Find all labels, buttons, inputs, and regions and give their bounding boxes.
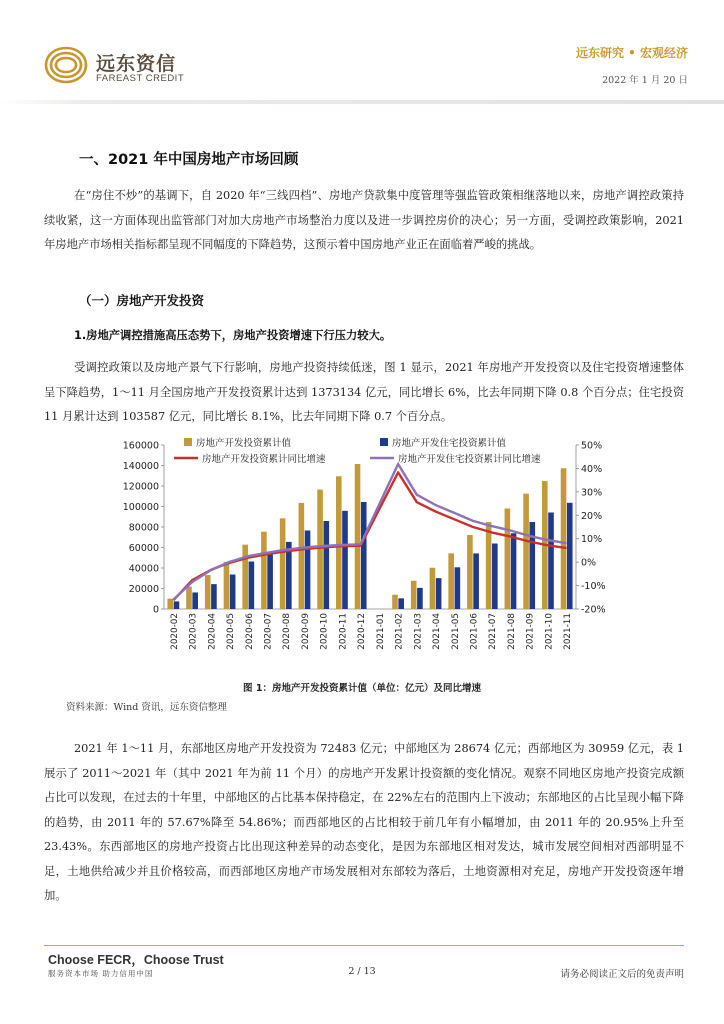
bar-residential	[174, 601, 180, 609]
bar-investment	[224, 562, 230, 609]
x-tick-label: 2021-04	[432, 613, 443, 650]
bar-investment	[561, 468, 567, 609]
y-left-tick-label: 80000	[128, 522, 159, 534]
x-tick-label: 2021-03	[413, 613, 424, 650]
x-tick-label: 2020-09	[300, 613, 311, 650]
legend-label: 房地产开发投资累计同比增速	[202, 454, 326, 465]
y-right-tick-label: 50%	[581, 440, 603, 452]
subsection-title: （一）房地产开发投资	[79, 293, 205, 308]
report-section-label: 远东研究 • 宏观经济	[575, 46, 688, 60]
legend-label: 房地产开发住宅投资累计值	[392, 438, 507, 449]
bar-investment	[186, 586, 192, 609]
bar-residential	[361, 502, 367, 609]
y-left-tick-label: 0	[152, 604, 159, 616]
intro-paragraph-text: 在“房住不炒”的基调下，自 2020 年“三线四档”、房地产贷款集中度管理等强监管政策相继落地以来，房地产调控政策持续收紧，这一方面体现出监管部门对加大房地产市场整治力度以及进一步调控房价的决心；另一方面，受调控政策影响，2021 年房地产市场相关指标都呈现不同幅度的下降趋势，这预示着中国房地产业正在面临着严峻的挑战。	[44, 189, 684, 251]
x-tick-label: 2020-12	[357, 613, 368, 650]
x-tick-label: 2021-07	[488, 613, 499, 650]
footer-divider	[44, 945, 684, 946]
header-divider	[0, 100, 724, 104]
bar-residential	[548, 513, 554, 609]
x-tick-label: 2021-05	[450, 613, 461, 650]
x-tick-label: 2020-06	[244, 613, 255, 650]
x-tick-label: 2021-10	[544, 613, 555, 650]
bar-residential	[192, 592, 198, 609]
x-tick-label: 2020-02	[169, 613, 180, 650]
y-right-tick-label: 10%	[581, 534, 603, 546]
investment-paragraph	[44, 356, 684, 430]
bar-investment	[430, 568, 436, 609]
bar-residential	[323, 521, 329, 609]
y-left-tick-label: 20000	[128, 584, 159, 595]
report-date: 2022 年 1 月 20 日	[602, 75, 688, 86]
bar-investment	[505, 508, 511, 609]
bar-residential	[305, 530, 311, 609]
bar-investment	[411, 581, 417, 609]
x-tick-label: 2020-04	[207, 613, 218, 650]
x-tick-label: 2021-11	[563, 613, 574, 650]
x-tick-label: 2021-02	[394, 613, 405, 650]
bar-investment	[336, 476, 342, 609]
disclaimer-note: 请务必阅读正文后的免责声明	[560, 969, 684, 980]
bar-investment	[486, 522, 492, 609]
bar-investment	[205, 575, 211, 609]
y-right-tick-label: -20%	[581, 604, 606, 616]
footer-slogan: Choose FECR，Choose Trust	[48, 953, 224, 967]
brand-name-en: FAREAST CREDIT	[96, 73, 185, 84]
bar-investment	[261, 532, 267, 609]
bar-residential	[417, 588, 423, 609]
bar-investment	[167, 599, 173, 609]
bar-investment	[299, 503, 305, 609]
intro-paragraph	[44, 184, 684, 258]
x-tick-label: 2020-10	[319, 613, 330, 650]
legend-swatch	[184, 438, 192, 446]
y-left-tick-label: 100000	[122, 502, 159, 513]
section-title: 一、2021 年中国房地产市场回顾	[79, 152, 299, 168]
fareast-logo-icon	[42, 45, 90, 85]
bar-investment	[355, 464, 361, 609]
footer-subslogan: 服务资本市场 助力信用中国	[48, 969, 154, 978]
brand-name-cn: 远东资信	[96, 53, 177, 75]
y-right-tick-label: -10%	[581, 581, 606, 593]
bar-investment	[467, 535, 473, 609]
bar-investment	[523, 494, 529, 609]
y-left-tick-label: 120000	[122, 481, 159, 493]
legend-swatch	[380, 438, 388, 446]
y-left-tick-label: 140000	[122, 461, 159, 472]
y-left-tick-label: 60000	[128, 543, 159, 554]
bar-investment	[392, 595, 398, 609]
bar-residential	[436, 578, 442, 609]
x-tick-label: 2021-09	[525, 613, 536, 650]
figure-caption: 图 1：房地产开发投资累计值（单位：亿元）及同比增速	[243, 683, 481, 694]
x-tick-label: 2020-07	[263, 613, 274, 650]
bar-residential	[492, 543, 498, 609]
bar-investment	[448, 553, 454, 609]
y-left-tick-label: 160000	[122, 440, 159, 452]
y-right-tick-label: 30%	[581, 487, 603, 499]
bar-investment	[242, 545, 248, 609]
x-tick-label: 2021-08	[506, 613, 517, 650]
point-title: 1.房地产调控措施高压态势下，房地产投资增速下行压力较大。	[74, 329, 392, 342]
x-tick-label: 2020-11	[338, 613, 349, 650]
bar-residential	[211, 584, 217, 609]
bar-residential	[473, 553, 479, 609]
bar-residential	[398, 598, 404, 609]
investment-paragraph-text: 受调控政策以及房地产景气下行影响，房地产投资持续低迷，图 1 显示，2021 年房地产开发投资以及住宅投资增速整体呈下降趋势，1～11 月全国房地产开发投资累计达到 1373134 亿元，同比增长 6%，比去年同期下降 0.8 个百分点；住宅投资 11 月累计达到 103587 亿元，同比增长 8.1%，比去年同期下降 0.7 个百分点。	[44, 361, 684, 423]
legend-label: 房地产开发投资累计值	[196, 438, 292, 449]
bar-residential	[267, 552, 273, 609]
regional-paragraph	[44, 737, 684, 909]
regional-paragraph-text: 2021 年 1～11 月，东部地区房地产开发投资为 72483 亿元；中部地区为 28674 亿元；西部地区为 30959 亿元，表 1 展示了 2011～2021 年（其中 2021 年为前 11 个月）的房地产开发累计投资额的变化情况。观察不同地区房地产投资完成额占比可以发现，在过去的十年里，中部地区的占比基本保持稳定，在 22%左右的范围内上下波动；东部地区的占比呈现小幅下降的趋势，由 2011 年的 57.67%降至 54.86%；而西部地区的占比相较于前几年有小幅增加，由 2011 年的 20.95%上升至 23.43%。东西部地区的房地产投资占比出现这种差异的动态变化，是因为东部地区相对发达，城市发展空间相对西部明显不足，土地供给减少并且价格较高，而西部地区房地产市场发展相对东部较为落后，土地资源相对充足，房地产开发投资逐年增加。	[44, 742, 684, 902]
bar-investment	[280, 518, 286, 609]
bar-residential	[342, 511, 348, 609]
y-left-tick-label: 40000	[128, 563, 159, 575]
y-right-tick-label: 0%	[581, 557, 597, 569]
x-tick-label: 2021-01	[375, 613, 386, 650]
page-header	[0, 0, 724, 102]
bar-investment	[317, 490, 323, 609]
legend-label: 房地产开发住宅投资累计同比增速	[398, 454, 541, 465]
bar-residential	[455, 567, 461, 609]
page-number: 2 / 13	[348, 966, 376, 977]
bar-residential	[511, 533, 517, 609]
x-tick-label: 2020-05	[226, 613, 237, 650]
bar-residential	[230, 574, 236, 609]
bar-residential	[567, 503, 573, 609]
x-tick-label: 2021-06	[469, 613, 480, 650]
y-right-tick-label: 40%	[581, 463, 603, 475]
y-right-tick-label: 20%	[581, 510, 603, 522]
bar-residential	[249, 561, 255, 609]
x-tick-label: 2020-03	[188, 613, 199, 650]
source-note: 资料来源：Wind 资讯，远东资信整理	[66, 702, 227, 713]
investment-chart	[118, 437, 610, 677]
x-tick-label: 2020-08	[282, 613, 293, 650]
